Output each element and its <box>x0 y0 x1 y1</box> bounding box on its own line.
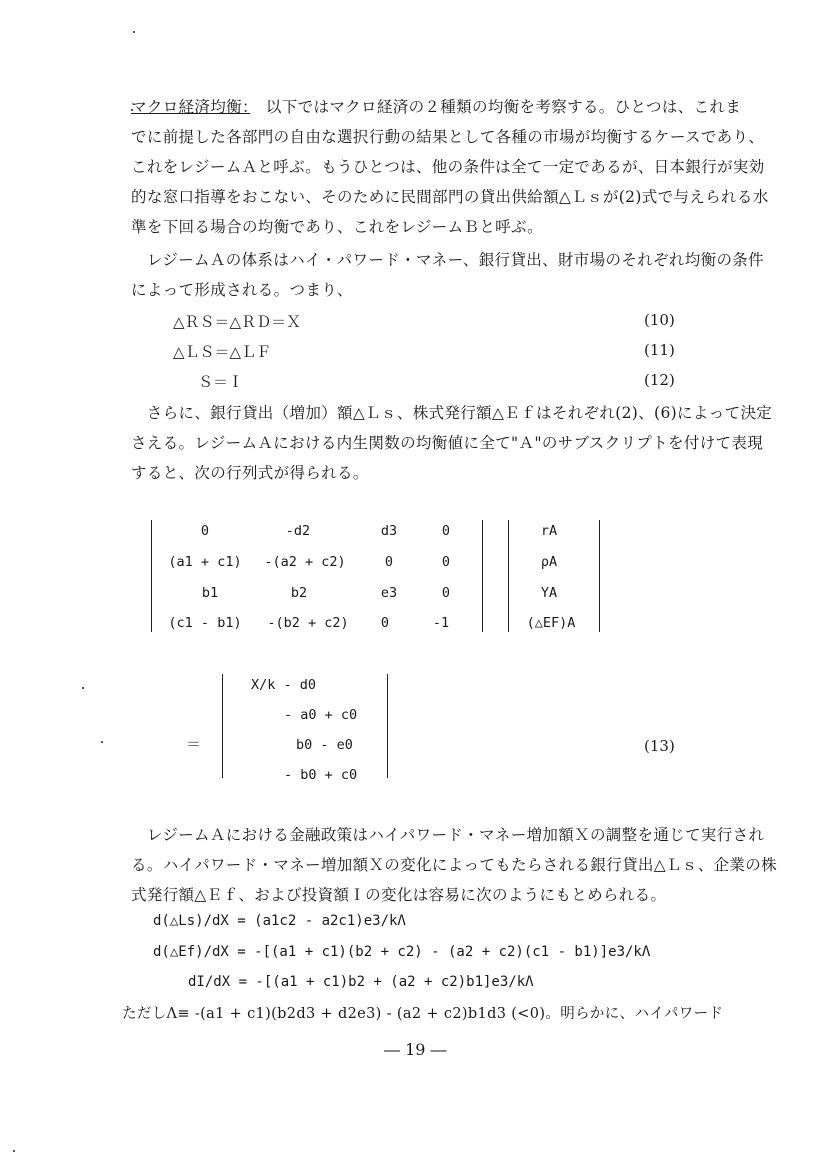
rhs-cell: - a0 + c0 <box>284 707 358 723</box>
text-line: これをレジームＡと呼ぶ。もうひとつは、他の条件は全て一定であるが、日本銀行が実効 <box>131 158 765 176</box>
matrix-cell: 0 <box>380 615 390 631</box>
rhs-cell: - b0 + c0 <box>284 767 358 783</box>
matrix-cell: 0 <box>441 523 451 539</box>
text-line: レジームＡにおける金融政策はハイパワード・マネー増加額Ｘの調整を通じて実行され <box>131 826 765 844</box>
scan-speck <box>101 741 103 743</box>
matrix-cell: 0 <box>200 523 210 539</box>
matrix-cell: d3 <box>380 523 398 539</box>
section-heading: マクロ経済均衡： <box>131 98 251 116</box>
text-line: すると、次の行列式が得られる。 <box>131 464 369 482</box>
matrix-cell: -1 <box>432 615 450 631</box>
scan-speck <box>13 1150 15 1152</box>
paragraph-monetary-policy <box>131 820 777 910</box>
definition-line <box>122 999 732 1029</box>
text-line <box>131 92 742 122</box>
equation-number: (11) <box>644 341 675 359</box>
matrix-cell: b2 <box>290 585 308 601</box>
text-line: 的な窓口指導をおこない、そのために民間部門の貸出供給額△Ｌｓが(2)式で与えられる水 <box>131 188 769 206</box>
matrix-cell: (c1 - b1) <box>168 615 242 631</box>
matrix-cell: -(a2 + c2) <box>264 554 346 570</box>
rhs-right-bracket <box>387 674 388 778</box>
matrix-cell: 0 <box>441 554 451 570</box>
rhs-cell: X/k - d0 <box>251 677 317 693</box>
paragraph-macro-equilibrium <box>131 92 769 242</box>
vector-cell: rA <box>540 523 558 539</box>
matrix-cell: 0 <box>441 585 451 601</box>
matrix-left-bracket <box>151 520 152 632</box>
equation-11: △ＬＳ＝△ＬＦ <box>173 343 272 361</box>
vector-cell: YA <box>540 585 558 601</box>
scan-speck <box>133 31 135 33</box>
scan-speck <box>82 687 84 689</box>
paragraph-matrix-intro <box>131 398 773 488</box>
derivative-loans: d(△Ls)/dX = (a1c2 - a2c1)e3/kΛ <box>153 913 406 929</box>
text-line: でに前提した各部門の自由な選択行動の結果として各種の市場が均衡するケースであり、 <box>131 128 765 146</box>
text-line: る。ハイパワード・マネー増加額Ｘの変化によってもたらされる銀行貸出△Ｌｓ、企業の株 <box>131 856 777 874</box>
rhs-left-bracket <box>222 674 223 778</box>
text-line: レジームＡの体系はハイ・パワード・マネー、銀行貸出、財市場のそれぞれ均衡の条件 <box>131 251 764 269</box>
text-line: さらに、銀行貸出（増加）額△Ｌｓ、株式発行額△Ｅｆはそれぞれ(2)、(6)によって決定 <box>131 404 773 422</box>
matrix-cell: 0 <box>384 554 394 570</box>
equation-number: (10) <box>644 311 675 329</box>
text-line: ただしΛ≡ -(a1 + c1)(b2d3 + d2e3) - (a2 + c2)b1d3 (<0)。明らかに、ハイパワード <box>122 1006 724 1022</box>
equation-number: (13) <box>644 737 675 755</box>
text-span: 以下ではマクロ経済の２種類の均衡を考察する。ひとつは、これま <box>250 98 742 116</box>
vector-left-bracket <box>508 520 509 632</box>
matrix-cell: (a1 + c1) <box>168 554 242 570</box>
matrix-cell: -(b2 + c2) <box>267 615 349 631</box>
rhs-cell: b0 - e0 <box>296 737 353 753</box>
text-line: 式発行額△Ｅｆ、および投資額Ｉの変化は容易に次のようにもとめられる。 <box>131 886 667 904</box>
text-line: さえる。レジームＡにおける内生関数の均衡値に全て"Ａ"のサブスクリプトを付けて表現 <box>131 434 764 452</box>
derivative-equity: d(△Ef)/dX = -[(a1 + c1)(b2 + c2) - (a2 + c2)(c1 - b1)]e3/kΛ <box>153 944 651 960</box>
equation-10: △ＲＳ＝△ＲＤ＝Ｘ <box>173 313 302 331</box>
equation-number: (12) <box>644 371 675 389</box>
matrix-right-bracket <box>482 520 483 632</box>
page-number: ― 19 ― <box>384 1040 447 1059</box>
paragraph-regime-a-system <box>131 245 764 305</box>
matrix-cell: b1 <box>201 585 219 601</box>
derivative-investment: dI/dX = -[(a1 + c1)b2 + (a2 + c2)b1]e3/kΛ <box>188 974 534 990</box>
equals-sign: ＝ <box>186 735 202 753</box>
vector-right-bracket <box>599 520 600 632</box>
equation-12: Ｓ＝Ｉ <box>198 373 244 391</box>
text-line: によって形成される。つまり、 <box>131 281 353 299</box>
matrix-cell: -d2 <box>285 523 311 539</box>
vector-cell: ρA <box>540 554 558 570</box>
text-line: 準を下回る場合の均衡であり、これをレジームＢと呼ぶ。 <box>131 218 544 236</box>
matrix-cell: e3 <box>380 585 398 601</box>
vector-cell: (△EF)A <box>526 615 576 631</box>
